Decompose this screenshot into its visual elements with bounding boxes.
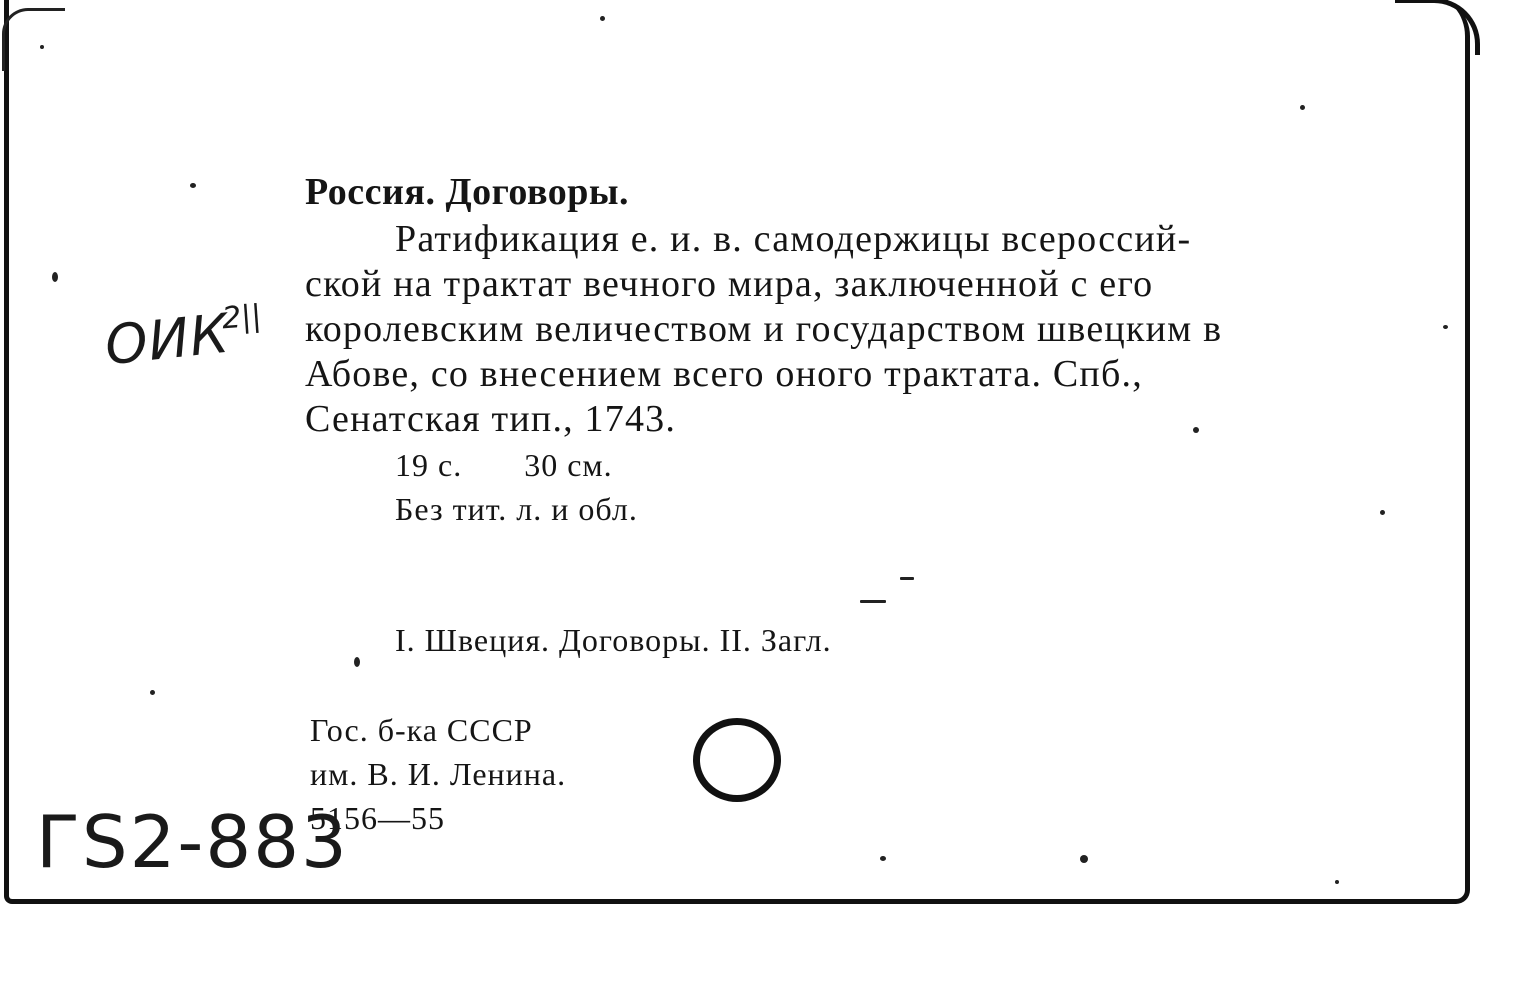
scan-speck <box>900 577 914 580</box>
description-line-4: Абове, со внесением всего оного трактата. Спб., <box>305 353 1143 395</box>
scan-speck <box>190 183 196 188</box>
library-line-2: им. В. И. Ленина. <box>310 756 567 792</box>
card-number: 5156—55 <box>310 800 445 836</box>
scan-speck <box>600 16 605 21</box>
scan-speck <box>1300 105 1305 110</box>
punch-hole <box>693 718 781 802</box>
handwritten-code: ОИК <box>102 301 233 378</box>
extent-pages: 19 с. <box>395 447 463 483</box>
scan-speck <box>1443 325 1448 329</box>
scan-speck <box>354 657 360 667</box>
description-line-5: Сенатская тип., 1743. <box>305 398 677 440</box>
description-line-2: ской на трактат вечного мира, заключенной с его <box>305 263 1154 305</box>
scan-speck <box>1080 855 1088 863</box>
scan-speck <box>1193 427 1199 433</box>
subject-tracings: I. Швеция. Договоры. II. Загл. <box>395 622 832 658</box>
card-corner-top-right <box>1395 0 1480 55</box>
scan-speck <box>40 45 44 49</box>
scan-speck <box>880 856 886 861</box>
library-line-1: Гос. б-ка СССР <box>310 712 533 748</box>
scan-speck <box>1380 510 1385 515</box>
description-line-3: королевским величеством и государством швецким в <box>305 308 1223 350</box>
scan-speck <box>150 690 155 695</box>
scan-speck <box>860 600 886 603</box>
bibliographic-note: Без тит. л. и обл. <box>395 491 638 527</box>
handwritten-code-superscript: 2|| <box>220 298 263 337</box>
card-corner-top-left <box>2 8 65 71</box>
description-line-1: Ратификация е. и. в. самодержицы всероссий- <box>395 218 1192 260</box>
physical-description <box>395 447 613 484</box>
card-heading: Россия. Договоры. <box>305 171 630 213</box>
extent-size: 30 см. <box>524 447 613 483</box>
scan-speck <box>1335 880 1339 884</box>
scan-speck <box>52 272 58 282</box>
handwritten-shelfmark: ГS2-883 <box>36 800 349 884</box>
